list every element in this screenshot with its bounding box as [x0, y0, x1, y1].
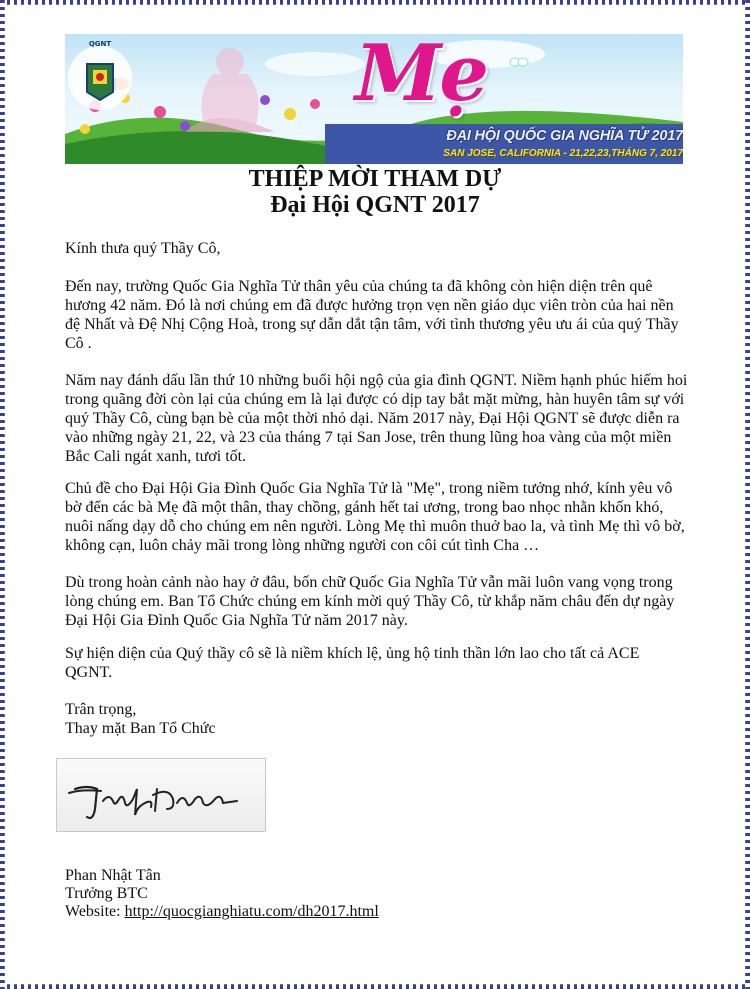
paragraph-reunion: Năm nay đánh dấu lần thứ 10 những buổi hội ngộ của gia đình QGNT. Niềm hạnh phúc hiếm hoi trong quãng đời còn lại của chúng em là lại được có dịp tay bắt mặt mừng, hàn huyên tâm sự với quý Thầy Cô, cùng bạn bè của một thời nhỏ dại. Năm 2017 này, Đại Hội QGNT sẽ được diễn ra vào những ngày 21, 22, và 23 của tháng 7 tại San Jose, trên thung lũng hoa vàng của một miền Bắc Cali ngát xanh, tươi tốt. — [65, 372, 688, 465]
page-border-left — [0, 0, 12, 989]
page-border-top — [0, 0, 750, 12]
banner-title: Mẹ — [355, 34, 487, 119]
closing: Trân trọng, — [65, 701, 137, 718]
paragraph-encouragement: Sự hiện diện của Quý thầy cô sẽ là niềm khích lệ, ủng hộ tinh thần lớn lao cho tất cả ACE QGNT. — [65, 645, 640, 681]
paragraph-theme: Chủ đề cho Đại Hội Gia Đình Quốc Gia Nghĩa Tử là "Mẹ", trong niềm tưởng nhớ, kính yêu vô bờ đến các bà Mẹ đã một thân, thay chồng, gánh hết tai ương, trong bao nhọc nhằn khốn khó, nuôi nấng dạy dỗ cho chúng em nên người. Lòng Mẹ thì muôn thuở bao la, và tình Mẹ thì vô bờ, không cạn, luôn chảy mãi trong lòng những người con côi cút tình Cha … — [65, 480, 685, 554]
event-banner — [65, 34, 683, 164]
banner-event-name: ĐẠI HỘI QUỐC GIA NGHĨA TỬ 2017 — [446, 128, 683, 144]
on-behalf-line: Thay mặt Ban Tổ Chức — [65, 720, 216, 737]
website-label: Website: — [65, 903, 125, 920]
banner-location: SAN JOSE, CALIFORNIA - 21,22,23,THÁNG 7, 2017 — [443, 148, 683, 159]
paragraph-history: Đến nay, trường Quốc Gia Nghĩa Tử thân yêu của chúng ta đã không còn hiện diện trên quê hương 42 năm. Đó là nơi chúng em đã được hưởng trọn vẹn nền giáo dục viên tròn của hai nền đệ Nhất và Đệ Nhị Cộng Hoà, trong sự dẫn dắt tận tâm, với tình thương yêu ưu ái của quý Thầy Cô . — [65, 278, 679, 352]
greeting: Kính thưa quý Thầy Cô, — [65, 240, 221, 257]
qgnt-badge-icon — [65, 34, 135, 122]
svg-text:QGNT: QGNT — [88, 40, 112, 48]
event-subtitle: Đại Hội QGNT 2017 — [270, 192, 480, 218]
signer-name: Phan Nhật Tân — [65, 867, 161, 884]
page-border-bottom — [0, 977, 750, 989]
website-line — [65, 903, 379, 921]
website-link[interactable]: http://quocgianghiatu.com/dh2017.html — [124, 903, 379, 920]
page-border-right — [738, 0, 750, 989]
signer-role: Trưởng BTC — [65, 885, 148, 902]
handwritten-signature — [56, 758, 266, 832]
paragraph-invitation: Dù trong hoàn cảnh nào hay ở đâu, bốn chữ Quốc Gia Nghĩa Tử vẫn mãi luôn vang vọng trong lòng chúng em. Ban Tổ Chức chúng em kính mời quý Thầy Cô, từ khắp năm châu đến dự ngày Đại Hội Gia Đình Quốc Gia Nghĩa Tử năm 2017 này. — [65, 574, 675, 629]
invitation-title: THIỆP MỜI THAM DỰ — [248, 166, 502, 192]
